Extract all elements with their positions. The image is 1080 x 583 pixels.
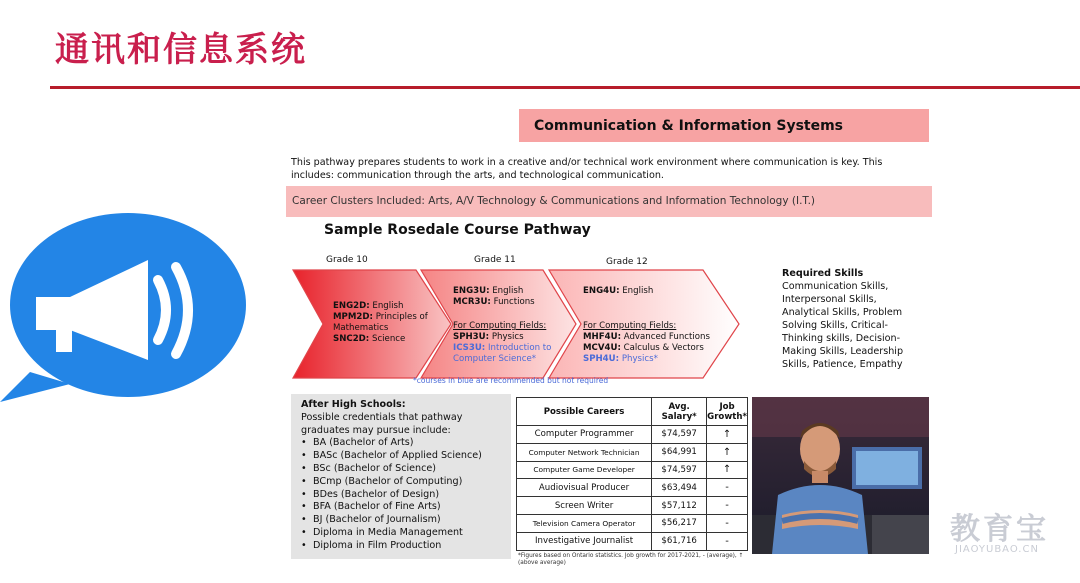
grade-12-courses: ENG4U: English For Computing Fields: MHF4U: Advanced Functions MCV4U: Calculus & Vectors SPH4U: Physics*	[583, 286, 710, 364]
watermark-url: JIAOYUBAO.CN	[955, 544, 1039, 555]
watermark-logo: 教育宝	[950, 512, 1049, 547]
table-row: Audiovisual Producer $63,494 -	[517, 479, 748, 497]
doc-header-title: Communication & Information Systems	[534, 118, 844, 134]
careers-header: Possible Careers	[517, 398, 652, 426]
career-clusters-banner	[286, 186, 932, 217]
grade-10-courses: ENG2D: English MPM2D: Principles of Mathematics SNC2D: Science	[333, 301, 428, 344]
careers-table	[516, 397, 748, 551]
list-item: • Diploma in Media Management	[301, 527, 511, 540]
table-row: Screen Writer $57,112 -	[517, 497, 748, 515]
list-item: • BFA (Bachelor of Fine Arts)	[301, 501, 511, 514]
megaphone-speech-bubble-icon	[0, 212, 250, 407]
doc-header-banner	[519, 109, 929, 142]
required-skills: Required Skills Communication Skills, Interpersonal Skills, Analytical Skills, Problem Solving Skills, Critical- Thinking skills, Decision- Making Skills, Leadership Skills, Patience, Empathy	[782, 267, 930, 371]
list-item: • Diploma in Film Production	[301, 540, 511, 553]
after-high-school-box: After High Schools: Possible credentials that pathway graduates may pursue include: • BA (Bachelor of Arts) • BASc (Bachelor of Applied Science) • BSc (Bachelor of Science) • BCmp (Bachelor of Computing) • BDes (Bachelor of Design) • BFA (Bachelor of Fine Arts) • BJ (Bachelor of Journalism) • Diploma in Media Management • Diploma in Film Production	[291, 394, 511, 559]
credentials-list	[301, 437, 511, 552]
professional-photo	[752, 397, 929, 554]
grade-12-label: Grade 12	[606, 257, 648, 267]
list-item: • BJ (Bachelor of Journalism)	[301, 514, 511, 527]
table-row: Computer Game Developer $74,597 ↑	[517, 461, 748, 479]
salary-header: Avg. Salary*	[652, 398, 707, 426]
growth-header: Job Growth*	[707, 398, 748, 426]
after-high-school-title: After High Schools:	[301, 399, 406, 410]
table-row: Television Camera Operator $56,217 -	[517, 514, 748, 532]
courses-note: *courses in blue are recommended but not required	[413, 376, 609, 385]
slide-title: 通讯和信息系统	[55, 30, 307, 70]
careers-footnote: *Figures based on Ontario statistics. Job growth for 2017-2021, - (average), ↑ (above average)	[518, 553, 744, 566]
watermark	[925, 504, 1065, 574]
grade-11-courses: ENG3U: English MCR3U: Functions For Computing Fields: SPH3U: Physics ICS3U: Introduction to Computer Science*	[453, 286, 552, 364]
career-clusters-text: Career Clusters Included: Arts, A/V Technology & Communications and Information Technology (I.T.)	[292, 195, 816, 207]
title-divider	[50, 86, 1080, 89]
pathway-document	[286, 95, 932, 576]
list-item: • BASc (Bachelor of Applied Science)	[301, 450, 511, 463]
grade-10-label: Grade 10	[326, 255, 368, 265]
list-item: • BA (Bachelor of Arts)	[301, 437, 511, 450]
list-item: • BCmp (Bachelor of Computing)	[301, 476, 511, 489]
intro-text: This pathway prepares students to work in a creative and/or technical work environment where communication is key. This includes: communication through the arts, and technological communication.	[291, 157, 883, 181]
table-row: Investigative Journalist $61,716 -	[517, 532, 748, 550]
grade-11-label: Grade 11	[474, 255, 516, 265]
list-item: • BDes (Bachelor of Design)	[301, 489, 511, 502]
list-item: • BSc (Bachelor of Science)	[301, 463, 511, 476]
required-skills-heading: Required Skills	[782, 268, 864, 279]
table-row: Computer Network Technician $64,991 ↑	[517, 443, 748, 461]
table-row: Computer Programmer $74,597 ↑	[517, 426, 748, 444]
pathway-title: Sample Rosedale Course Pathway	[324, 222, 591, 238]
